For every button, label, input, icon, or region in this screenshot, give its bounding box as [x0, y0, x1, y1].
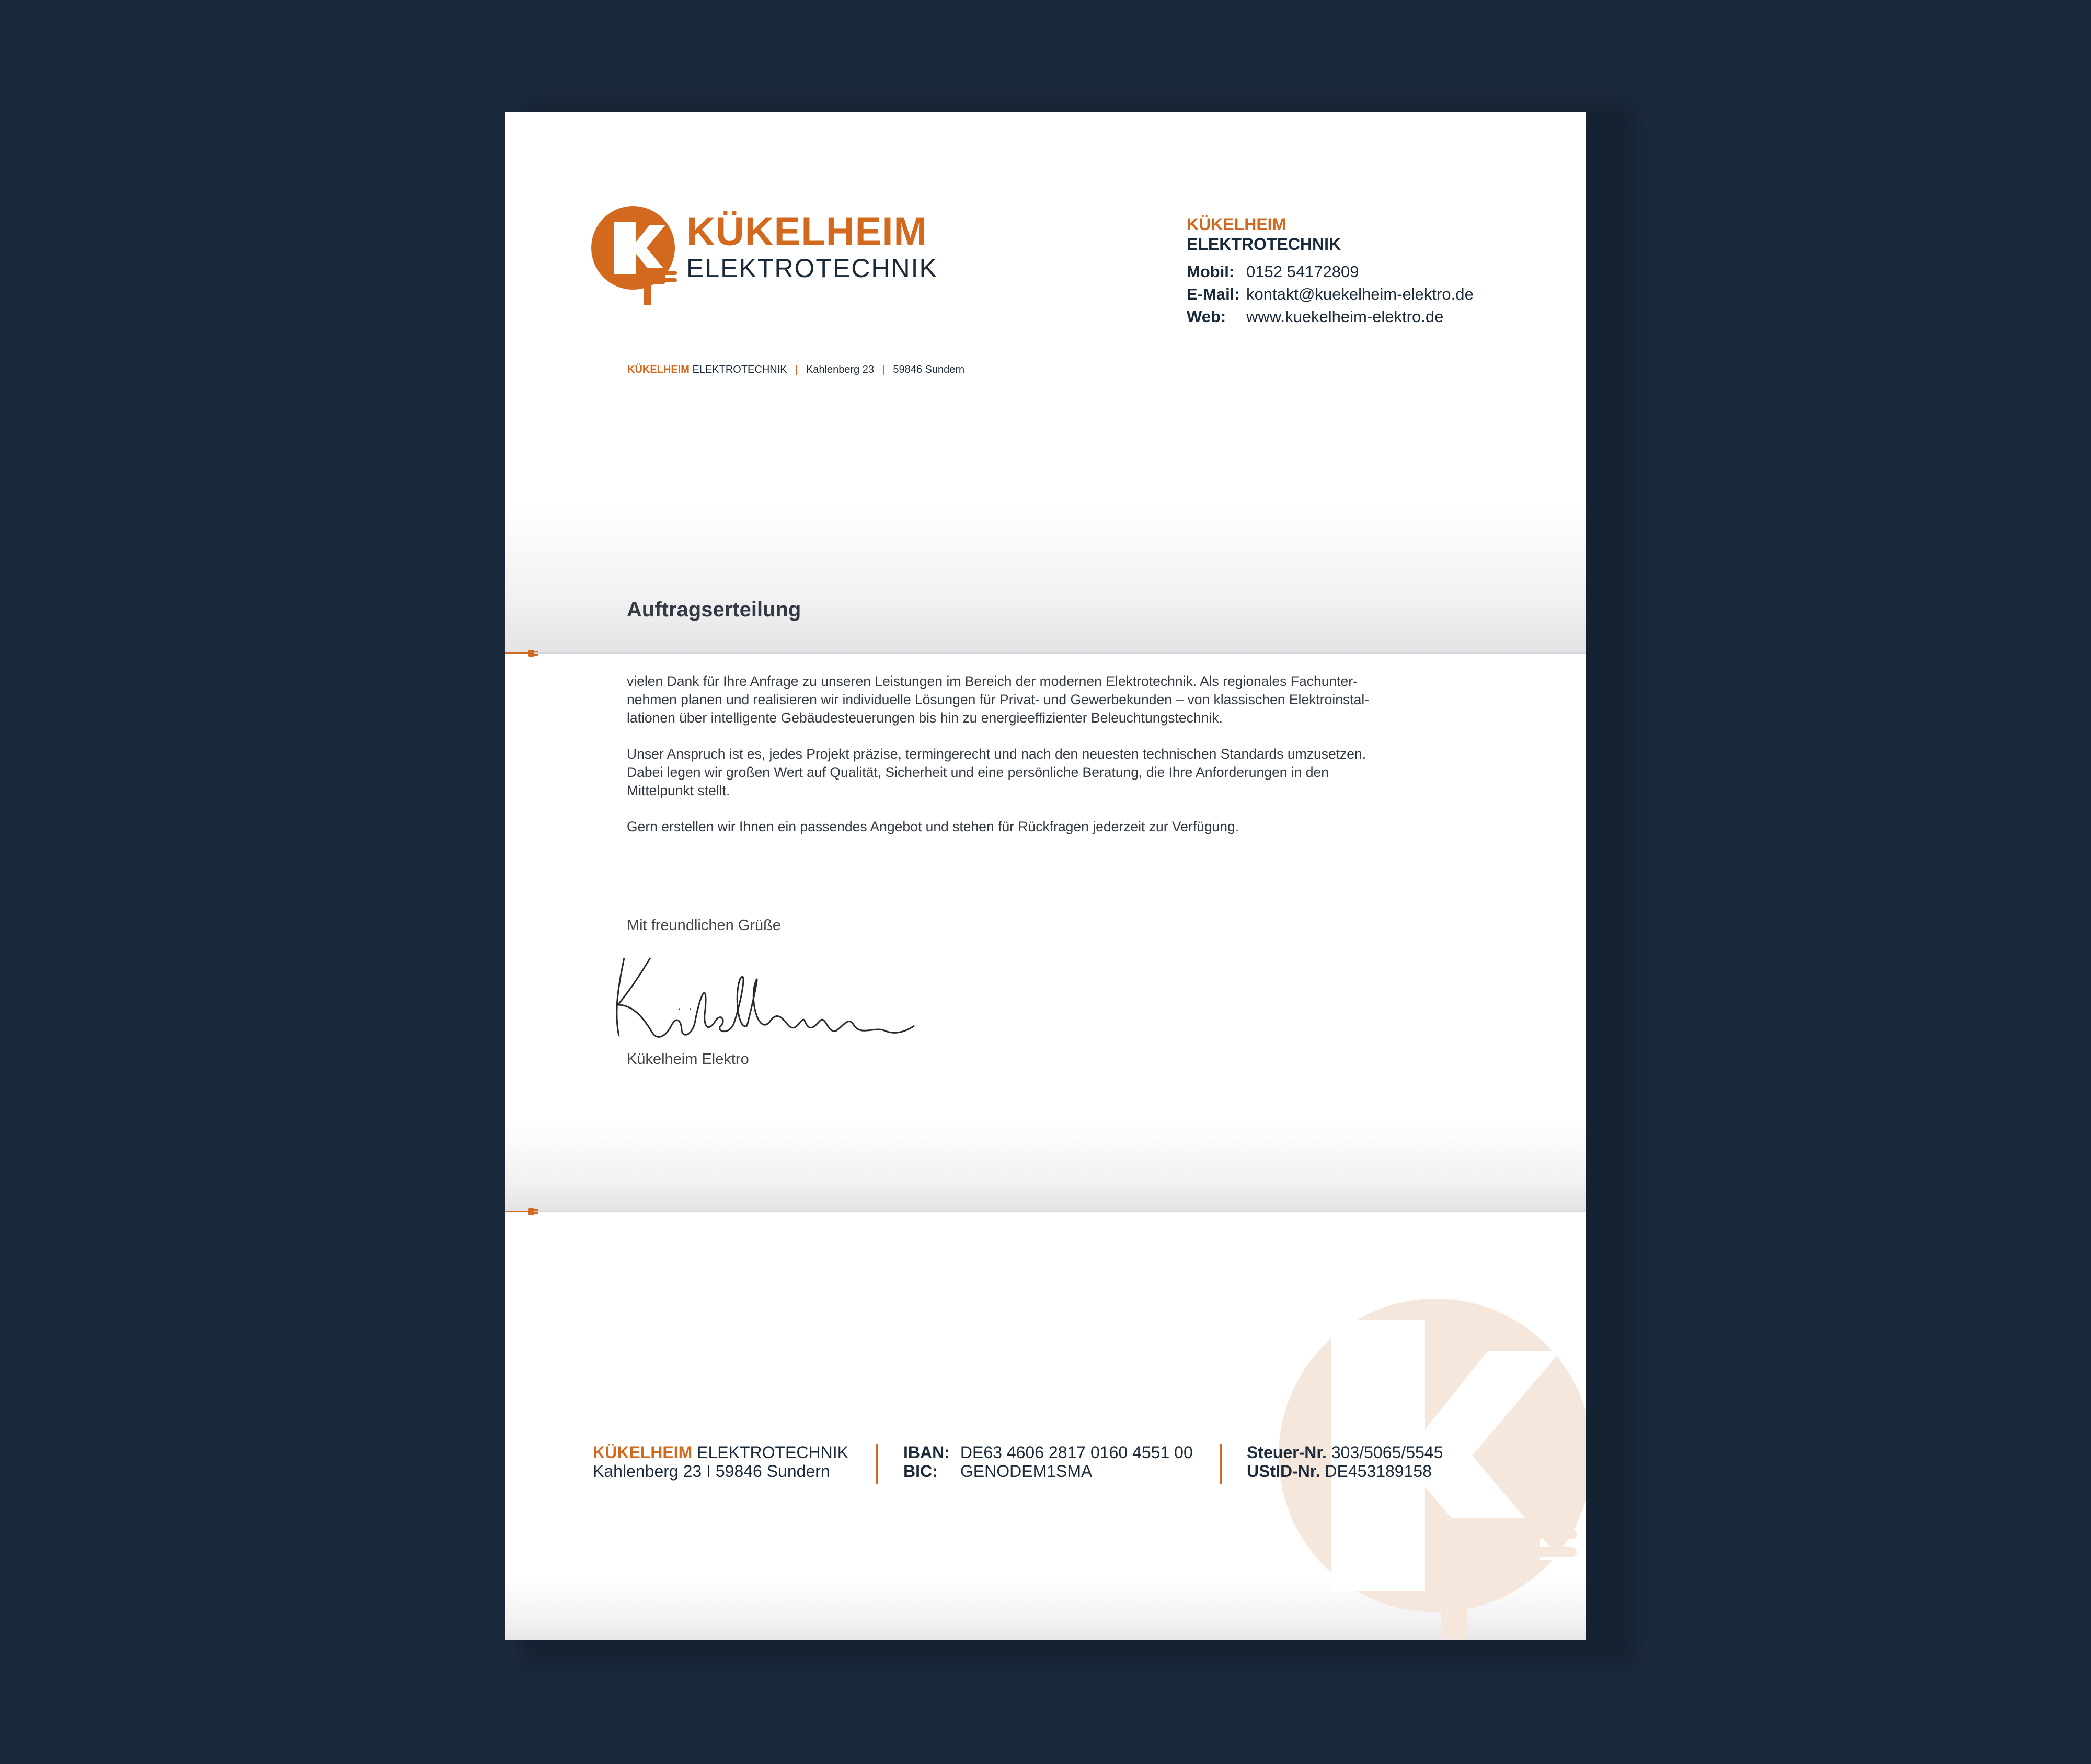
sender-separator: |: [795, 364, 798, 375]
bic-label: BIC:: [903, 1462, 938, 1481]
company-logo: [591, 196, 938, 316]
letter-subject: Auftragserteilung: [627, 598, 801, 621]
paragraph: [627, 745, 1447, 800]
vat-label: UStID-Nr.: [1247, 1462, 1320, 1481]
logo-wordmark-secondary: ELEKTROTECHNIK: [686, 254, 938, 283]
logo-wordmark-primary: KÜKELHEIM: [686, 210, 927, 254]
sender-company-b: ELEKTROTECHNIK: [692, 364, 787, 375]
fold-line: [505, 1211, 1586, 1212]
fold-line: [505, 652, 1586, 654]
letterhead-sheet: [505, 112, 1586, 1640]
contact-company-subtitle: ELEKTROTECHNIK: [1187, 235, 1341, 254]
contact-company-name: KÜKELHEIM: [1187, 215, 1286, 234]
iban-value: DE63 4606 2817 0160 4551 00: [960, 1443, 1193, 1462]
footer-address: Kahlenberg 23 I 59846 Sundern: [593, 1462, 830, 1481]
footer-divider: [876, 1444, 878, 1484]
bic-value: GENODEM1SMA: [960, 1462, 1093, 1481]
body-line: Dabei legen wir großen Wert auf Qualität, Sicherheit und eine persönliche Beratung, die Ihre Anforderungen in den: [627, 764, 1329, 780]
footer-company-a: KÜKELHEIM: [593, 1443, 693, 1462]
sender-separator: |: [882, 364, 885, 375]
footer-divider: [1220, 1444, 1222, 1484]
mobile-label: Mobil:: [1187, 262, 1235, 281]
body-line: Mittelpunkt stellt.: [627, 783, 730, 798]
k-plug-icon: [591, 201, 680, 305]
footer-company: [593, 1443, 848, 1481]
body-line: vielen Dank für Ihre Anfrage zu unseren Leistungen im Bereich der modernen Elektrotechnik. Als regionales Fachunter-: [627, 673, 1358, 689]
web-value: www.kuekelheim-elektro.de: [1246, 307, 1444, 326]
web-label: Web:: [1187, 307, 1226, 326]
letter-body: [627, 672, 1447, 854]
email-value: kontakt@kuekelheim-elektro.de: [1246, 285, 1474, 303]
contact-web-row: [1187, 305, 1474, 328]
footer-tax: [1247, 1443, 1443, 1481]
vat-value: DE453189158: [1325, 1462, 1432, 1481]
tax-label: Steuer-Nr.: [1247, 1443, 1327, 1462]
footer-company-b: ELEKTROTECHNIK: [697, 1443, 848, 1462]
contact-email-row: [1187, 283, 1474, 305]
closing-phrase: Mit freundlichen Grüße: [627, 917, 781, 934]
sender-address-line: [627, 364, 964, 376]
footer-bank: [903, 1443, 1193, 1481]
paragraph: [627, 672, 1447, 727]
sender-company-a: KÜKELHEIM: [627, 364, 690, 375]
tax-value: 303/5065/5545: [1331, 1443, 1443, 1462]
fold-panel-top: [505, 112, 1586, 652]
body-line: lationen über intelligente Gebäudesteuerungen bis hin zu energieeffizienter Beleuchtungstechnik.: [627, 710, 1223, 726]
body-line: Unser Anspruch ist es, jedes Projekt präzise, termingerecht und nach den neuesten technischen Standards umzusetzen.: [627, 746, 1366, 762]
fold-mark-plug-icon: [505, 1206, 542, 1217]
fold-mark-plug-icon: [505, 648, 542, 658]
signer-name: Kükelheim Elektro: [627, 1051, 749, 1068]
sender-street: Kahlenberg 23: [806, 364, 875, 375]
sender-city: 59846 Sundern: [893, 364, 965, 375]
email-label: E-Mail:: [1187, 285, 1240, 303]
contact-block: [1187, 214, 1474, 328]
handwritten-signature: [603, 947, 917, 1047]
iban-label: IBAN:: [903, 1443, 950, 1462]
contact-mobile-row: [1187, 260, 1474, 283]
body-line: nehmen planen und realisieren wir individuelle Lösungen für Privat- und Gewerbekunden – von klassischen Elektroinstal-: [627, 692, 1370, 707]
mobile-value: 0152 54172809: [1246, 262, 1359, 281]
paragraph: [627, 818, 1447, 836]
body-line: Gern erstellen wir Ihnen ein passendes Angebot und stehen für Rückfragen jederzeit zur Verfügung.: [627, 819, 1239, 834]
